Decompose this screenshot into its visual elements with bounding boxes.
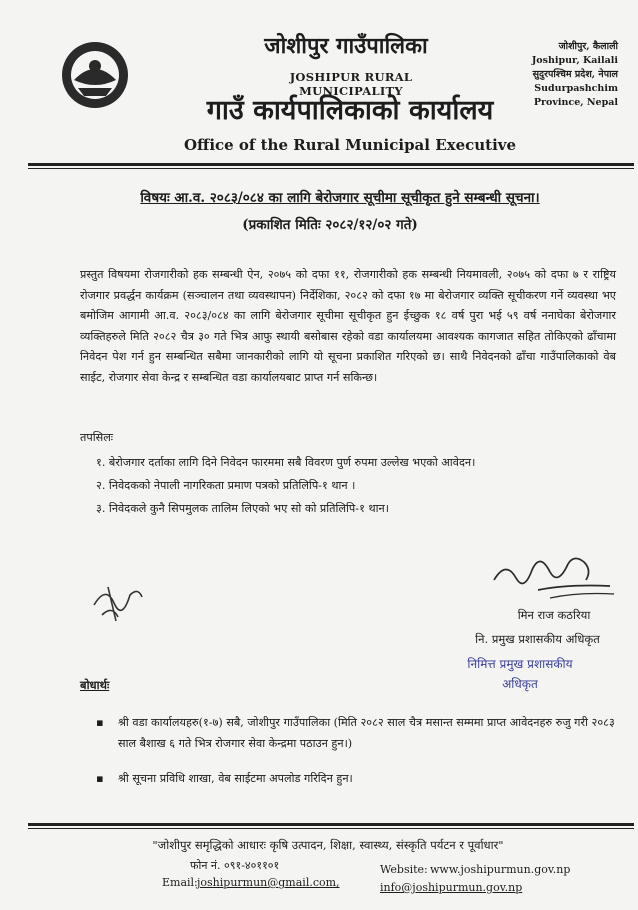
footer-info-email-link[interactable]: info@joshipurmun.gov.np — [380, 881, 523, 894]
office-name-en: Office of the Rural Municipal Executive — [183, 136, 517, 154]
footer-email-label: Email: — [162, 876, 198, 889]
address-block — [500, 40, 618, 110]
initial-signature — [88, 575, 148, 625]
published-date: (प्रकाशित मितिः २०८२/१२/०२ गते) — [242, 217, 418, 233]
address-line: Province, Nepal — [533, 97, 618, 108]
list-item: २. निवेदकको नेपाली नागरिकता प्रमाण पत्रको प्रतिलिपि-१ थान । — [96, 479, 356, 492]
cc-item-text: श्री सूचना प्रविधि शाखा, वेब साईटमा अपलोड गरिदिन हुन। — [118, 772, 353, 785]
address-line: Joshipur, Kailali — [531, 55, 618, 66]
signer-name: मिन राज कठरिया — [517, 608, 591, 622]
footer-divider-thin — [28, 828, 634, 829]
footer-divider — [28, 823, 634, 826]
footer-website-label: Website: — [380, 863, 428, 876]
requirements-list — [96, 451, 616, 520]
municipality-name-np: जोशीपुर गाउँपालिका — [264, 33, 428, 59]
list-item — [96, 768, 616, 789]
header-divider — [28, 163, 634, 166]
footer-motto: "जोशीपुर समृद्धिको आधारः कृषि उत्पादन, शिक्षा, स्वास्थ्य, संस्कृति पर्यटन र पूर्वाधार" — [152, 838, 504, 852]
list-item: ३. निवेदकले कुनै सिपमुलक तालिम लिएको भए सो को प्रतिलिपि-१ थान। — [96, 502, 389, 515]
details-label: तपसिलः — [80, 431, 114, 444]
cc-list — [96, 712, 616, 803]
notice-subject: विषयः आ.व. २०८३/०८४ का लागि बेरोजगार सूचीमा सूचीकृत हुने सम्बन्धी सूचना। — [140, 190, 540, 206]
header-divider-thin — [28, 168, 634, 169]
municipality-name-en: JOSHIPUR RURAL MUNICIPALITY — [289, 70, 413, 98]
footer-phone: फोन नं. ०९१-४०११०१ — [190, 859, 280, 872]
bullet-icon: ▪ — [96, 716, 104, 729]
list-item: १. बेरोजगार दर्ताका लागि दिने निवेदन फारममा सबै विवरण पुर्ण रुपमा उल्लेख भएको आवेदन। — [96, 456, 476, 469]
stamp-text: निमित्त प्रमुख प्रशासकीय — [467, 657, 573, 671]
notice-body: प्रस्तुत विषयमा रोजगारीको हक सम्बन्धी ऐन, २०७५ को दफा ११, रोजगारीको हक सम्बन्धी नियमावली, २०७५ को दफा ७ र राष्ट्रिय रोजगार प्रवर्द्धन कार्यक्रम (सञ्चालन तथा व्यवस्थापन) निर्देशिका, २०८२ को दफा १७ मा बेरोजगार व्यक्ति सूचीकरण गर्ने व्यवस्था भए बमोजिम आगामी आ.व. २०८३/०८४ का लागि बेरोजगार सूचीमा सूचीकृत हुन ईच्छुक १८ वर्ष पुरा भई ५९ वर्ष ननाघेका बेरोजगार व्यक्तिहरुले मिति २०८२ चैत्र ३० गते भित्र आफु स्थायी बसोबास रहेको वडा कार्यालयमा आवश्यक कागजात सहित तोकिएको ढाँचामा निवेदन पेश गर्न हुन सम्बन्धित सबैमा जानकारीको लागि यो सूचना प्रकाशित गरिएको छ। साथै निवेदनको ढाँचा गाउँपालिकाको वेब साईट, रोजगार सेवा केन्द्र र सम्बन्धित वडा कार्यालयबाट प्राप्त गर्न सकिन्छ। — [80, 268, 616, 384]
office-name-np: गाउँ कार्यपालिकाको कार्यालय — [206, 95, 494, 126]
address-line: जोशीपुर, कैलाली — [558, 41, 618, 52]
cc-label: बोधार्थः — [80, 678, 110, 692]
stamp-text: अधिकृत — [502, 677, 538, 691]
list-item — [96, 712, 616, 754]
address-line: सुदुरपश्चिम प्रदेश, नेपाल — [532, 69, 618, 80]
cc-item-text: श्री वडा कार्यालयहरु(१-७) सबै, जोशीपुर गाउँपालिका (मिति २०८२ साल चैत्र मसान्त सम्ममा प्राप्त आवेदनहरु रुजु गरी २०८३ साल बैशाख ६ गते भित्र रोजगार सेवा केन्द्रमा पठाउन हुन।) — [118, 716, 615, 750]
footer-email-link[interactable]: joshipurmun@gmail.com, — [197, 876, 340, 889]
bullet-icon: ▪ — [96, 772, 104, 785]
signer-title: नि. प्रमुख प्रशासकीय अधिकृत — [475, 632, 600, 646]
footer-website-link[interactable]: www.joshipurmun.gov.np — [430, 863, 571, 876]
officer-signature — [488, 540, 618, 610]
address-line: Sudurpashchim — [534, 83, 618, 94]
municipality-emblem-icon — [60, 40, 130, 110]
